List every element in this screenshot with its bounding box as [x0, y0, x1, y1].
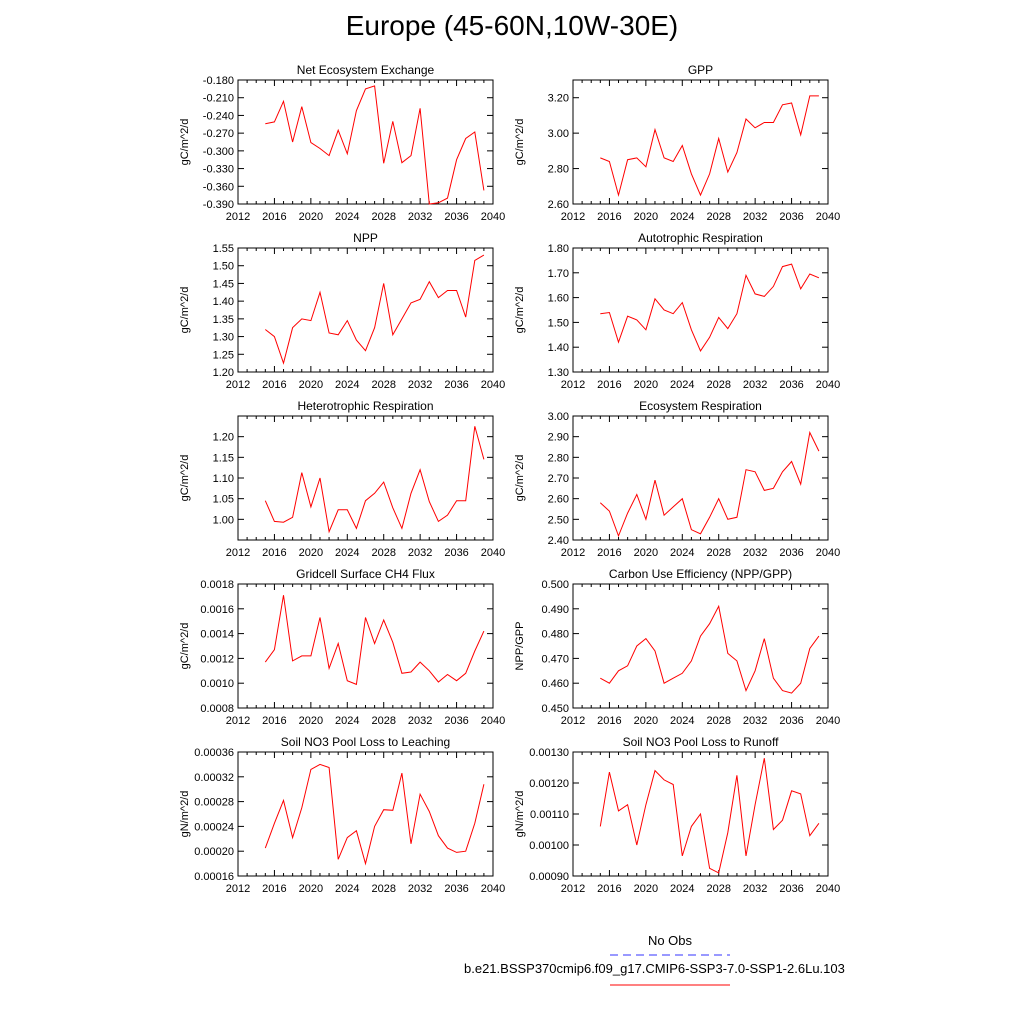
series-line	[600, 433, 819, 536]
y-tick-label: 0.00110	[530, 809, 569, 821]
x-tick-label: 2020	[633, 211, 659, 223]
x-tick-label: 2020	[298, 547, 324, 559]
y-axis-label: gC/m^2/d	[514, 454, 526, 502]
y-tick-label: 1.05	[212, 493, 234, 506]
x-tick-label: 2012	[560, 883, 586, 895]
x-tick-label: 2036	[779, 547, 804, 559]
x-tick-label: 2040	[815, 547, 841, 559]
x-tick-label: 2020	[298, 211, 324, 223]
y-axis-label: gC/m^2/d	[179, 286, 191, 334]
y-tick-label: 1.40	[212, 296, 234, 309]
chart-panel-5	[179, 399, 505, 559]
y-axis-label: gC/m^2/d	[179, 622, 191, 670]
y-axis-label: gN/m^2/d	[514, 790, 526, 838]
x-tick-label: 2036	[779, 883, 804, 895]
x-tick-label: 2012	[560, 379, 586, 391]
y-tick-label: 0.490	[541, 603, 569, 616]
y-tick-label: 1.55	[212, 243, 234, 255]
x-tick-label: 2012	[560, 547, 586, 559]
x-tick-label: 2012	[225, 379, 251, 391]
y-tick-label: -0.180	[202, 75, 234, 87]
x-tick-label: 2040	[480, 715, 506, 727]
y-tick-label: 0.480	[541, 628, 569, 641]
x-tick-label: 2024	[335, 547, 360, 559]
x-tick-label: 2024	[670, 715, 695, 727]
x-tick-label: 2016	[262, 547, 287, 559]
x-tick-label: 2020	[298, 715, 324, 727]
series-line	[600, 758, 819, 873]
y-axis-label: gN/m^2/d	[179, 790, 191, 838]
chart-panel-4	[514, 231, 840, 391]
x-tick-label: 2028	[371, 379, 396, 391]
y-tick-label: 0.0008	[200, 703, 234, 715]
y-tick-label: 1.20	[212, 431, 234, 444]
panel-title: NPP	[353, 231, 378, 245]
y-tick-label: 3.00	[547, 411, 569, 423]
x-tick-label: 2020	[633, 379, 659, 391]
plot-frame	[573, 248, 828, 372]
x-tick-label: 2024	[335, 715, 360, 727]
x-tick-label: 2012	[560, 211, 586, 223]
y-tick-label: 3.20	[547, 92, 569, 105]
x-tick-label: 2040	[480, 379, 506, 391]
y-tick-label: 0.00032	[194, 771, 234, 784]
y-axis-label: NPP/GPP	[514, 621, 526, 671]
x-tick-label: 2032	[742, 547, 768, 559]
y-tick-label: 1.15	[212, 452, 234, 465]
x-tick-label: 2032	[742, 715, 768, 727]
x-tick-label: 2012	[560, 715, 586, 727]
x-tick-label: 2040	[815, 211, 841, 223]
series-line	[265, 595, 484, 684]
panel-title: GPP	[687, 63, 714, 77]
legend-run-line	[610, 983, 730, 987]
y-tick-label: 0.00130	[529, 747, 569, 759]
y-tick-label: 0.0016	[200, 603, 234, 616]
x-tick-label: 2040	[480, 211, 506, 223]
x-tick-label: 2016	[597, 211, 622, 223]
chart-panel-1	[179, 63, 505, 223]
y-tick-label: 2.70	[547, 473, 569, 485]
x-tick-label: 2032	[407, 211, 433, 223]
series-line	[600, 606, 819, 693]
x-tick-label: 2032	[742, 211, 768, 223]
chart-panel-7	[179, 567, 505, 727]
y-tick-label: 1.30	[212, 331, 234, 344]
y-tick-label: 0.00090	[529, 871, 569, 883]
chart-panel-10	[514, 735, 840, 895]
x-tick-label: 2036	[444, 883, 469, 895]
panel-title: Net Ecosystem Exchange	[296, 63, 435, 77]
y-axis-label: gC/m^2/d	[179, 118, 191, 166]
y-tick-label: 0.470	[541, 653, 569, 666]
x-tick-label: 2024	[335, 379, 360, 391]
y-tick-label: 1.50	[547, 317, 569, 330]
y-tick-label: -0.300	[202, 145, 234, 158]
y-tick-label: -0.330	[202, 163, 234, 176]
y-tick-label: 1.00	[212, 514, 234, 527]
x-tick-label: 2028	[706, 547, 731, 559]
x-tick-label: 2032	[407, 883, 433, 895]
x-tick-label: 2024	[670, 883, 695, 895]
x-tick-label: 2016	[597, 379, 622, 391]
series-line	[265, 86, 484, 204]
panel-title: Soil NO3 Pool Loss to Runoff	[622, 735, 779, 749]
plot-frame	[573, 584, 828, 708]
series-line	[265, 426, 484, 531]
y-axis-label: gC/m^2/d	[514, 118, 526, 166]
x-tick-label: 2016	[262, 379, 287, 391]
y-tick-label: 1.10	[212, 473, 234, 485]
y-tick-label: 0.0018	[200, 579, 234, 591]
chart-panel-6	[514, 399, 840, 559]
x-tick-label: 2024	[335, 883, 360, 895]
x-tick-label: 2028	[706, 211, 731, 223]
y-tick-label: 2.40	[547, 535, 569, 547]
x-tick-label: 2028	[371, 715, 396, 727]
y-tick-label: 0.460	[541, 678, 569, 691]
x-tick-label: 2036	[444, 211, 469, 223]
plot-frame	[238, 752, 493, 876]
x-tick-label: 2040	[815, 379, 841, 391]
x-tick-label: 2028	[706, 883, 731, 895]
plot-frame	[238, 584, 493, 708]
y-tick-label: 2.60	[547, 493, 569, 506]
y-tick-label: 1.30	[547, 367, 569, 379]
x-tick-label: 2024	[670, 379, 695, 391]
x-tick-label: 2016	[597, 715, 622, 727]
x-tick-label: 2024	[335, 211, 360, 223]
x-tick-label: 2032	[407, 547, 433, 559]
panel-title: Ecosystem Respiration	[639, 399, 762, 413]
x-tick-label: 2012	[225, 883, 251, 895]
y-tick-label: 0.500	[541, 579, 569, 591]
panel-title: Heterotrophic Respiration	[297, 399, 434, 413]
panel-title: Autotrophic Respiration	[638, 231, 763, 245]
y-tick-label: 1.70	[547, 267, 569, 280]
y-axis-label: gC/m^2/d	[514, 286, 526, 334]
x-tick-label: 2040	[480, 883, 506, 895]
chart-panel-9	[179, 735, 505, 895]
y-tick-label: -0.270	[202, 128, 234, 141]
x-tick-label: 2020	[298, 379, 324, 391]
y-tick-label: 3.00	[547, 128, 569, 141]
y-tick-label: 0.0010	[200, 678, 234, 691]
y-tick-label: 1.20	[212, 367, 234, 379]
series-line	[600, 264, 819, 351]
x-tick-label: 2036	[779, 715, 804, 727]
x-tick-label: 2020	[633, 883, 659, 895]
x-tick-label: 2036	[444, 379, 469, 391]
panel-title: Gridcell Surface CH4 Flux	[296, 567, 435, 581]
x-tick-label: 2040	[815, 883, 841, 895]
x-tick-label: 2032	[742, 379, 768, 391]
x-tick-label: 2012	[225, 715, 251, 727]
panel-title: Carbon Use Efficiency (NPP/GPP)	[608, 567, 793, 581]
x-tick-label: 2032	[407, 379, 433, 391]
series-line	[265, 764, 484, 863]
x-tick-label: 2032	[742, 883, 768, 895]
y-axis-label: gC/m^2/d	[179, 454, 191, 502]
y-tick-label: 0.00120	[529, 778, 569, 790]
y-tick-label: -0.240	[202, 110, 234, 123]
legend-obs-label: No Obs	[647, 933, 693, 948]
y-tick-label: 1.40	[547, 342, 569, 355]
legend-obs-line	[610, 953, 730, 957]
y-tick-label: 0.0012	[200, 653, 234, 666]
chart-panel-2	[514, 63, 840, 223]
x-tick-label: 2028	[706, 379, 731, 391]
x-tick-label: 2036	[444, 715, 469, 727]
x-tick-label: 2040	[480, 547, 506, 559]
plot-frame	[573, 80, 828, 204]
x-tick-label: 2016	[262, 211, 287, 223]
y-tick-label: 0.00024	[194, 821, 234, 834]
y-tick-label: -0.390	[202, 199, 234, 211]
y-tick-label: 1.50	[212, 260, 234, 273]
x-tick-label: 2036	[779, 379, 804, 391]
y-tick-label: 2.80	[547, 163, 569, 176]
x-tick-label: 2020	[298, 883, 324, 895]
y-tick-label: 2.90	[547, 431, 569, 444]
y-tick-label: 0.00016	[194, 871, 234, 883]
y-tick-label: 0.00100	[529, 840, 569, 852]
y-tick-label: -0.210	[202, 92, 234, 105]
y-tick-label: -0.360	[202, 181, 234, 194]
y-tick-label: 1.60	[547, 292, 569, 305]
x-tick-label: 2020	[633, 547, 659, 559]
chart-panel-3	[179, 231, 505, 391]
series-line	[600, 96, 819, 195]
plot-frame	[238, 80, 493, 204]
x-tick-label: 2036	[779, 211, 804, 223]
x-tick-label: 2036	[444, 547, 469, 559]
plot-frame	[573, 416, 828, 540]
legend-run-label: b.e21.BSSP370cmip6.f09_g17.CMIP6-SSP3-7.0-SSP1-2.6Lu.103	[464, 961, 845, 976]
x-tick-label: 2032	[407, 715, 433, 727]
y-tick-label: 0.00028	[194, 796, 234, 809]
x-tick-label: 2016	[262, 883, 287, 895]
y-tick-label: 1.45	[212, 278, 234, 291]
x-tick-label: 2016	[597, 883, 622, 895]
x-tick-label: 2028	[371, 883, 396, 895]
x-tick-label: 2020	[633, 715, 659, 727]
y-tick-label: 1.80	[547, 243, 569, 255]
x-tick-label: 2028	[371, 211, 396, 223]
x-tick-label: 2012	[225, 211, 251, 223]
x-tick-label: 2040	[815, 715, 841, 727]
y-tick-label: 0.450	[541, 703, 569, 715]
x-tick-label: 2016	[597, 547, 622, 559]
plot-frame	[238, 248, 493, 372]
y-tick-label: 1.35	[212, 313, 234, 326]
y-tick-label: 2.60	[547, 199, 569, 211]
panel-title: Soil NO3 Pool Loss to Leaching	[280, 735, 451, 749]
y-tick-label: 0.00020	[194, 846, 234, 859]
y-tick-label: 0.0014	[200, 628, 234, 641]
y-tick-label: 0.00036	[194, 747, 234, 759]
x-tick-label: 2016	[262, 715, 287, 727]
y-tick-label: 2.50	[547, 514, 569, 527]
chart-panel-8	[514, 567, 840, 727]
x-tick-label: 2012	[225, 547, 251, 559]
y-tick-label: 1.25	[212, 349, 234, 362]
page-title: Europe (45-60N,10W-30E)	[345, 10, 679, 41]
x-tick-label: 2028	[706, 715, 731, 727]
x-tick-label: 2028	[371, 547, 396, 559]
series-line	[265, 255, 484, 363]
x-tick-label: 2024	[670, 547, 695, 559]
y-tick-label: 2.80	[547, 452, 569, 465]
x-tick-label: 2024	[670, 211, 695, 223]
